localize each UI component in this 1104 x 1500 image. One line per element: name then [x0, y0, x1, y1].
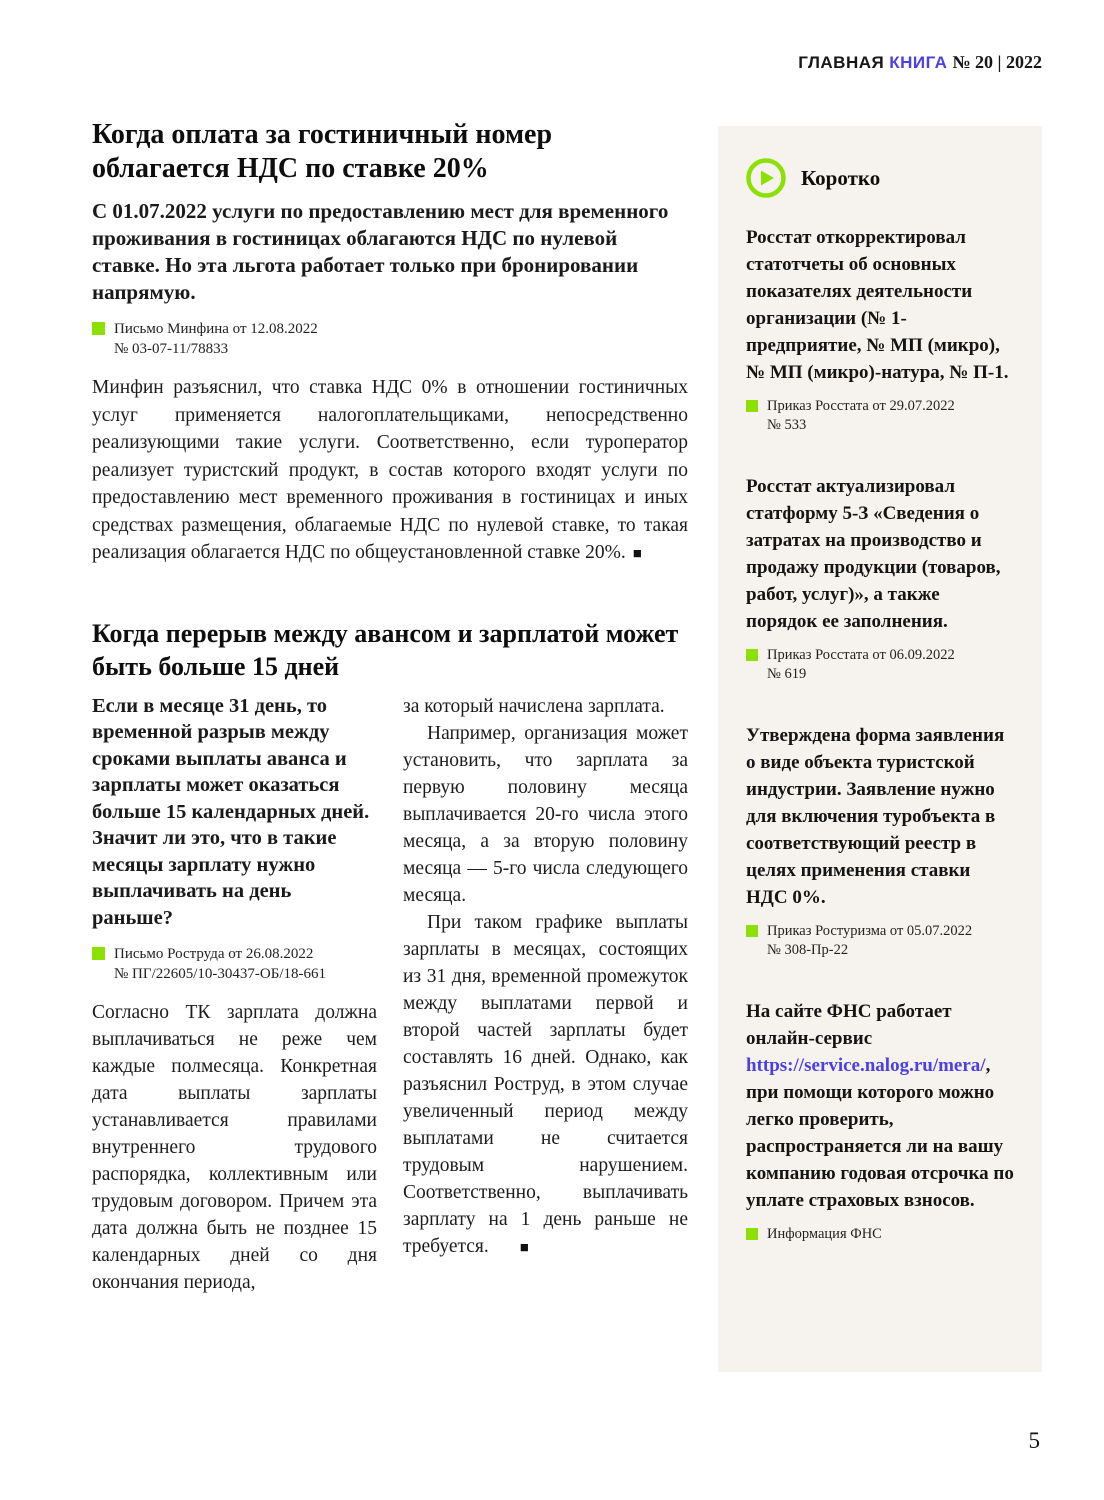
paragraph: за который начислена зарплата. [403, 695, 665, 717]
news-source [746, 922, 1014, 960]
source-line: Приказ Росстата от 06.09.2022 [767, 647, 955, 663]
news-text: Утверждена форма заявления о виде объекта туристской индустрии. Заявление нужно для включения туробъекта в соответствующий реестр в целях применения ставки НДС 0%. [746, 725, 1005, 908]
news-item [746, 722, 1014, 960]
play-icon [746, 158, 786, 198]
article-title: Когда перерыв между авансом и зарплатой может быть больше 15 дней [92, 618, 679, 681]
sidebar-title: Коротко [801, 165, 881, 190]
source-line: Приказ Ростуризма от 05.07.2022 [767, 923, 973, 939]
paragraph: Например, организация может установить, что зарплата за первую половину месяца выплачивается 20-го числа этого месяца, а за вторую половину месяца — 5-го числа следующего месяца. [403, 722, 688, 906]
source-line: Письмо Минфина от 12.08.2022 [114, 321, 318, 337]
green-square-icon [92, 322, 105, 335]
masthead-issue: № 20 | 2022 [952, 52, 1042, 72]
green-square-icon [92, 947, 105, 960]
masthead [798, 52, 1042, 73]
news-text: Росстат откорректировал статотчеты об основных показателях деятельности организации (№ 1-предприятие, № МП (микро), № МП (микро)-натура, № П-1. [746, 227, 1009, 383]
green-square-icon [746, 400, 758, 412]
article-source [92, 319, 688, 359]
article-body: Минфин разъяснил, что ставка НДС 0% в отношении гостиничных услуг применяется налогоплательщиками, непосредственно реализующими такие услуги. Соответственно, если туроператор реализует туристский продукт, в состав которого входят услуги по предоставлению мест временного проживания в гостиницах и иных средствах размещения, облагаемые НДС по нулевой ставке, то такая реализация облагается НДС по общеустановленной ставке 20%. ■ [92, 377, 688, 563]
main-column [92, 118, 688, 1296]
article-lead: С 01.07.2022 услуги по предоставлению мест для временного проживания в гостиницах облагаются НДС по нулевой ставке. Но эта льгота работает только при бронировании напрямую. [92, 199, 669, 304]
source-line: № ПГ/22605/10-30437-ОБ/18-661 [114, 966, 326, 982]
news-item [746, 224, 1014, 435]
source-line: Информация ФНС [767, 1226, 882, 1242]
column-left [92, 693, 377, 1297]
two-column-layout [92, 693, 688, 1297]
masthead-title-black: ГЛАВНАЯ [798, 53, 885, 72]
article-source [92, 944, 377, 984]
article-vat-hotel [92, 118, 688, 567]
end-of-article-mark: ■ [519, 1239, 529, 1256]
source-line: № 533 [767, 417, 807, 433]
column-right [403, 693, 688, 1297]
article-title: Когда оплата за гостиничный номер облагается НДС по ставке 20% [92, 119, 553, 184]
news-source [746, 1225, 1014, 1244]
news-item [746, 473, 1014, 684]
page-number: 5 [1028, 1428, 1040, 1453]
news-source [746, 397, 1014, 435]
green-square-icon [746, 925, 758, 937]
masthead-title-blue: КНИГА [889, 53, 948, 72]
green-square-icon [746, 1228, 758, 1240]
source-line: № 03-07-11/78833 [114, 341, 229, 357]
end-of-article-mark: ■ [632, 546, 642, 562]
news-item [746, 998, 1014, 1244]
news-source [746, 646, 1014, 684]
news-sidebar [718, 126, 1042, 1372]
article-lead: Если в месяце 31 день, то временной разрыв между сроками выплаты аванса и зарплаты может оказаться больше 15 календарных дней. Значит ли это, что в такие месяцы зарплату нужно выплачивать на день раньше? [92, 694, 370, 929]
article-salary-gap [92, 617, 688, 1297]
source-line: Приказ Росстата от 29.07.2022 [767, 398, 955, 414]
article-body-part2 [403, 693, 688, 1260]
paragraph: При таком графике выплаты зарплаты в месяцах, состоящих из 31 дня, временной промежуток между выплатами первой и второй частей зарплаты будет составлять 16 дней. Однако, как разъяснил Роструд, в этом случае увеличенный период между выплатами не считается трудовым нарушением. Соответственно, выплачивать зарплату на 1 день раньше не требуется. ■ [403, 911, 688, 1257]
article-body-part1: Согласно ТК зарплата должна выплачиваться не реже чем каждые полмесяца. Конкретная дата выплаты зарплаты устанавливается правилами внутреннего трудового распорядка, коллективным или трудовым договором. Причем эта дата должна быть не позднее 15 календарных дней со дня окончания периода, [92, 1002, 377, 1293]
source-line: № 308-Пр-22 [767, 942, 849, 958]
news-text: Росстат актуализировал статформу 5-З «Сведения о затратах на производство и продажу продукции (товаров, работ, услуг)», а также порядок ее заполнения. [746, 476, 1001, 632]
sidebar-header [746, 158, 1014, 198]
green-square-icon [746, 649, 758, 661]
fns-service-link[interactable]: https://service.nalog.ru/mera/ [746, 1055, 986, 1076]
source-line: Письмо Роструда от 26.08.2022 [114, 946, 314, 962]
news-text: На сайте ФНС работает онлайн-сервис https://service.nalog.ru/mera/, при помощи которого можно легко проверить, распространяется ли на вашу компанию годовая отсрочка по уплате страховых взносов. [746, 1001, 1014, 1211]
source-line: № 619 [767, 666, 807, 682]
